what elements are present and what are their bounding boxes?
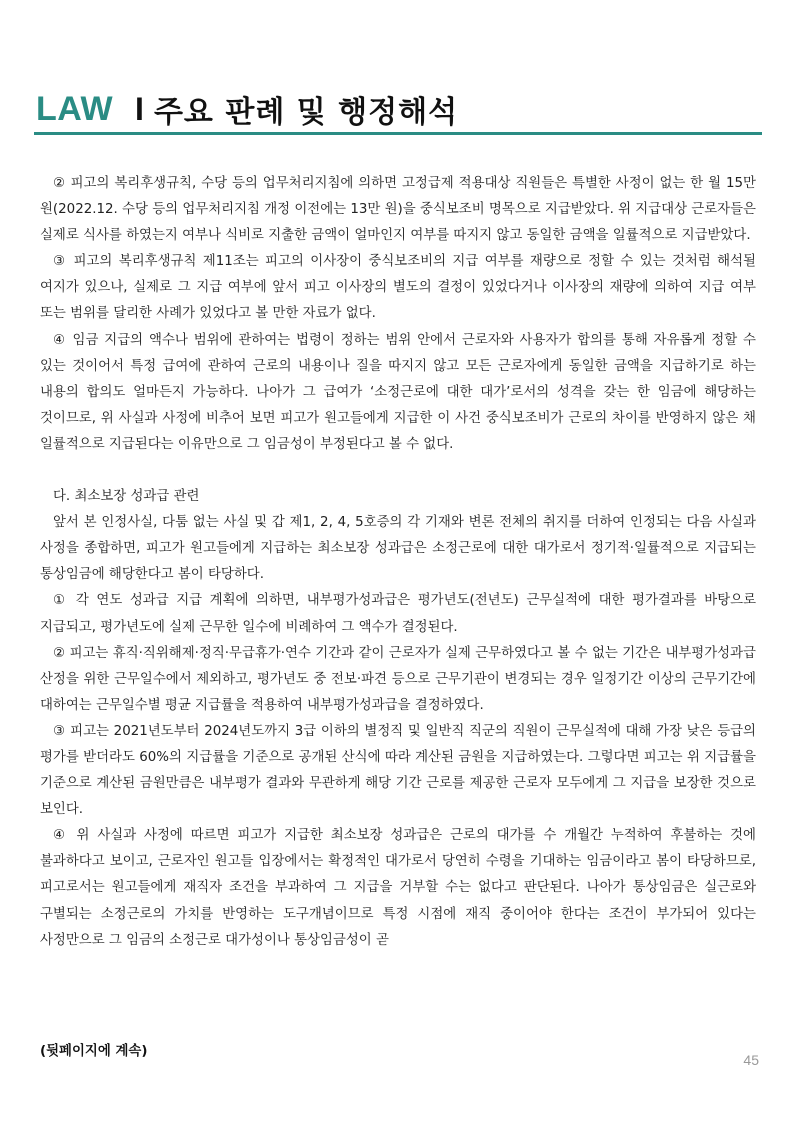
- page-title: 주요 판례 및 행정해석: [153, 95, 459, 130]
- section-heading: 다. 최소보장 성과급 관련: [53, 489, 200, 505]
- paragraph: ③ 피고의 복리후생규칙 제11조는 피고의 이사장이 중식보조비의 지급 여부를 재량으로 정할 수 있는 것처럼 해석될 여지가 있으나, 실제로 그 지급 여부에 앞서 피고 이사장의 별도의 결정이 있었다거나 이사장의 재량에 의하여 지급 여부 또는 범위를 달리한 사례가 있었다고 볼 만한 자료가 없다.: [40, 254, 756, 322]
- header-rule: [34, 132, 762, 135]
- paragraph: ② 피고는 휴직·직위해제·정직·무급휴가·연수 기간과 같이 근로자가 실제 근무하였다고 볼 수 없는 기간은 내부평가성과급 산정을 위한 근무일수에서 제외하고, 평가년도 중 전보·파견 등으로 근무기관이 변경되는 경우 일정기간 이상의 근무기간에 대하여는 근무일수별 평균 지급률을 적용하여 내부평가성과급을 결정하였다.: [40, 645, 756, 713]
- paragraph: ② 피고의 복리후생규칙, 수당 등의 업무처리지침에 의하면 고정급제 적용대상 직원들은 특별한 사정이 없는 한 월 15만 원(2022.12. 수당 등의 업무처리지침 개정 이전에는 13만 원)을 중식보조비 명목으로 지급받았다. 위 지급대상 근로자들은 실제로 식사를 하였는지 여부나 식비로 지출한 금액이 얼마인지 여부를 따지지 않고 동일한 금액을 일률적으로 지급받았다.: [40, 176, 756, 244]
- paragraph: 앞서 본 인정사실, 다툼 없는 사실 및 갑 제1, 2, 4, 5호증의 각 기재와 변론 전체의 취지를 더하여 인정되는 다음 사실과 사정을 종합하면, 피고가 원고들에게 지급하는 최소보장 성과급은 소정근로에 대한 대가로서 정기적·일률적으로 지급되는 통상임금에 해당한다고 봄이 타당하다.: [40, 515, 756, 583]
- paragraph: ③ 피고는 2021년도부터 2024년도까지 3급 이하의 별정직 및 일반직 직군의 직원이 근무실적에 대해 가장 낮은 등급의 평가를 받더라도 60%의 지급률을 기준으로 공개된 산식에 따라 계산된 금원을 지급하였는다. 그렇다면 피고는 위 지급률을 기준으로 계산된 금원만큼은 내부평가 결과와 무관하게 해당 기간 근로를 제공한 근로자 모두에게 그 지급을 보장한 것으로 보인다.: [40, 723, 756, 818]
- paragraph: ④ 위 사실과 사정에 따르면 피고가 지급한 최소보장 성과급은 근로의 대가를 수 개월간 누적하여 후불하는 것에 불과하다고 보이고, 근로자인 원고들 입장에서는 확정적인 대가로서 당연히 수령을 기대하는 임금이라고 봄이 타당하므로, 피고로서는 원고들에게 재직자 조건을 부과하여 그 지급을 거부할 수는 없다고 판단된다. 나아가 통상임금은 실근로와 구별되는 소정근로의 가치를 반영하는 도구개념이므로 특정 시점에 재직 중이어야 한다는 조건이 부가되어 있다는 사정만으로 그 임금의 소정근로 대가성이나 통상임금성이 곧: [40, 828, 756, 948]
- header-separator: I: [135, 90, 144, 127]
- document-body: [40, 171, 756, 954]
- section-label: LAW: [36, 89, 114, 128]
- paragraph: ① 각 연도 성과급 지급 계획에 의하면, 내부평가성과급은 평가년도(전년도) 근무실적에 대한 평가결과를 바탕으로 지급되고, 평가년도에 실제 근무한 일수에 비례하여 그 액수가 결정된다.: [40, 593, 756, 635]
- continued-note: (뒷페이지에 계속): [40, 1044, 148, 1059]
- page-header: [36, 84, 458, 134]
- page-number: 45: [743, 1052, 759, 1068]
- paragraph-gap: [40, 458, 756, 484]
- paragraph: ④ 임금 지급의 액수나 범위에 관하여는 법령이 정하는 범위 안에서 근로자와 사용자가 합의를 통해 자유롭게 정할 수 있는 것이어서 특정 급여에 관하여 근로의 내용이나 질을 따지지 않고 모든 근로자에게 동일한 금액을 지급하기로 하는 내용의 합의도 얼마든지 가능하다. 나아가 그 급여가 ‘소정근로에 대한 대가’로서의 성격을 갖는 한 임금에 해당하는 것이므로, 위 사실과 사정에 비추어 보면 피고가 원고들에게 지급한 이 사건 중식보조비가 근로의 차이를 반영하지 않은 채 일률적으로 지급된다는 이유만으로 그 임금성이 부정된다고 볼 수 없다.: [40, 332, 756, 452]
